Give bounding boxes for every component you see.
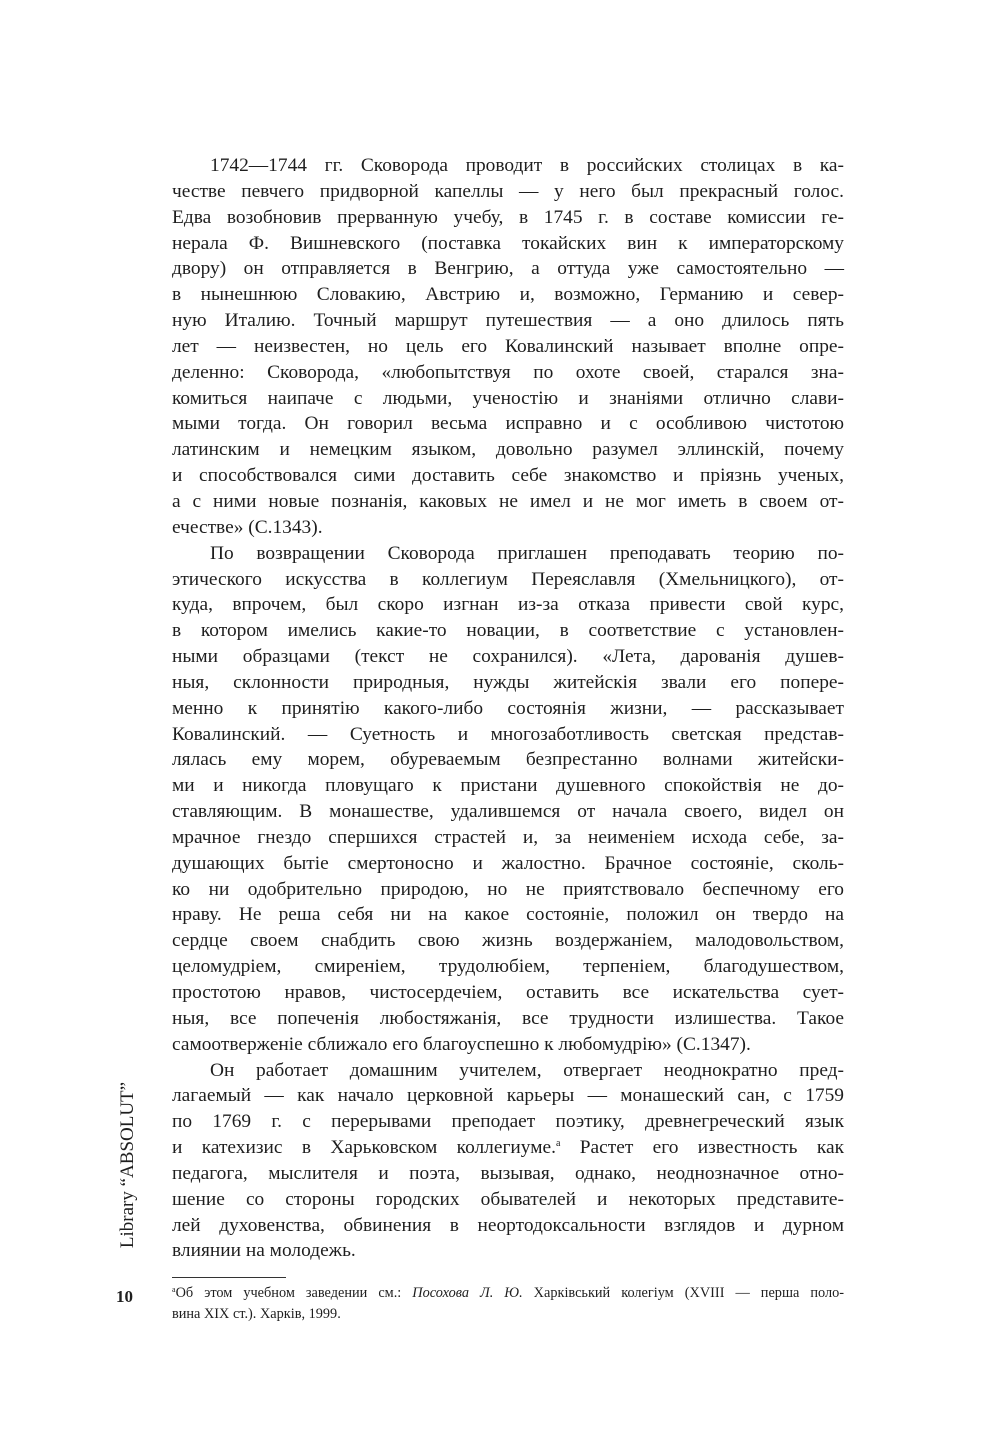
main-text (172, 153, 844, 1264)
text-line: ную Италию. Точный маршрут путешествия — а оно длилось пять (172, 310, 844, 332)
text-line: душающих бытіе смертоносно и жалостно. Брачное состояніе, сколь- (172, 852, 844, 874)
text-line: 1742—1744 гг. Сковорода проводит в российских столицах в ка- (210, 155, 844, 176)
text-line: самоотверженіе сближало его благоуспешно к любомудрію» (С.1347). (172, 1033, 751, 1055)
footnote-mark: a (172, 1285, 176, 1294)
text-line: ныя, склонности природныя, нужды житейскія звали его попере- (172, 671, 844, 693)
text-line: лей духовенства, обвинения в неортодоксальности взглядов и дурном (172, 1214, 844, 1236)
text-line: а с ними новые познанія, каковых не имел и не мог иметь в своем от- (172, 490, 844, 512)
text-line: простотою нравов, чистосердечіем, оставить все искательства сует- (172, 982, 844, 1003)
text-line: по 1769 г. с перерывами преподает поэтику, древнегреческий язык (172, 1111, 844, 1133)
footnote-line (172, 1283, 844, 1304)
text-line: лет — неизвестен, но цель его Ковалинский называет вполне опре- (172, 335, 844, 357)
text-line: нерала Ф. Вишневского (поставка токайских вин к императорскому (172, 232, 844, 254)
text-line: педагога, мыслителя и поэта, вызывая, однако, неоднозначное отно- (172, 1162, 844, 1184)
text-line: ко ни одобрительно природою, но не приятствовало беспечному его (172, 878, 844, 900)
text-line: мрачное гнездо спершихся страстей и, за неименіем исхода себе, за- (172, 826, 844, 848)
paragraph-3 (172, 1058, 844, 1265)
footnote-text: Харківський колегіум (XVIII — перша поло- (522, 1285, 844, 1301)
running-head-text: Library “ABSOLUT” (117, 1081, 138, 1249)
text-line: лагаемый — как начало церковной карьеры — монашеский сан, с 1759 (172, 1085, 844, 1107)
text-segment: Растет его известность как (560, 1137, 844, 1159)
text-line: двору) он отправляется в Венгрию, а оттуда уже самостоятельно — (172, 258, 844, 280)
paragraph-2 (172, 541, 844, 1058)
text-line: деленно: Сковорода, «любопытствуя по охоте своей, старался зна- (172, 361, 844, 383)
text-line: нраву. Не реша себя ни на какое состояніе, положил он твердо на (172, 904, 844, 926)
text-line: ечестве» (С.1343). (172, 516, 323, 538)
text-line: мыми тогда. Он говорил весьма исправно и с особливою чистотою (172, 413, 844, 435)
page-number: 10 (116, 1287, 133, 1306)
text-line: ными образцами (текст не сохранился). «Лета, дарованія душев- (172, 646, 844, 668)
text-line: Едва возобновив прерванную учебу, в 1745 г. в составе комиссии ге- (172, 206, 844, 228)
text-line: латинским и немецким языком, довольно разумел эллинскій, почему (172, 439, 844, 461)
footnote-divider (172, 1277, 286, 1278)
text-line: лялась ему морем, обуреваемым безпрестанно волнами житейски- (172, 749, 844, 771)
text-line: комиться наипаче с людьми, ученостію и знаніями отлично слави- (172, 387, 844, 409)
text-line: ныя, все попеченія любостяжанія, все трудности излишества. Такое (172, 1007, 844, 1029)
text-line: целомудріем, смиреніем, трудолюбіем, терпеніем, благодушеством, (172, 956, 844, 978)
text-line: ставляющим. В монашестве, удалившемся от начала своего, видел он (172, 801, 844, 823)
footnote-line: вина XIX ст.). Харків, 1999. (172, 1306, 341, 1322)
text-line: сердце своем снабдить свою жизнь воздержаніем, малодовольством, (172, 930, 844, 952)
text-line: менно к принятію какого-либо состоянія жизни, — рассказывает (172, 697, 844, 719)
text-line: в нынешнюю Словакию, Австрию и, возможно, Германию и север- (172, 284, 844, 306)
text-line: Он работает домашним учителем, отвергает неоднократно пред- (210, 1059, 844, 1081)
text-line: и способствовался сими доставить себе знакомство и пріязнь ученых, (172, 465, 844, 487)
text-line: Ковалинский. — Суетность и многозаботливость светская представ- (172, 723, 844, 745)
text-line: этического искусства в коллегиум Переяславля (Хмельницкого), от- (172, 568, 844, 590)
footnote-text: Об этом учебном заведении см.: (175, 1285, 413, 1301)
text-line: куда, впрочем, был скоро изгнан из-за отказа привести свой курс, (172, 594, 844, 616)
footnote-author: Посохова Л. Ю. (412, 1285, 523, 1301)
text-line: ми и никогда пловущаго к пристани душевного спокойствія не до- (172, 775, 844, 797)
text-line: влиянии на молодежь. (172, 1240, 356, 1262)
text-line: честве певчего придворной капеллы — у него был прекрасный голос. (172, 180, 844, 202)
footnote (172, 1283, 844, 1325)
paragraph-1 (172, 153, 844, 541)
footnote-reference[interactable]: a (555, 1138, 561, 1150)
text-segment: и катехизис в Харьковском коллегиуме. (172, 1137, 556, 1159)
text-line-with-note (172, 1135, 844, 1161)
text-line: в котором имелись какие-то новации, в соответствие с установлен- (172, 620, 844, 642)
text-line: По возвращении Сковорода приглашен преподавать теорию по- (210, 542, 844, 564)
text-line: шение со стороны городских обывателей и некоторых представите- (172, 1188, 844, 1210)
